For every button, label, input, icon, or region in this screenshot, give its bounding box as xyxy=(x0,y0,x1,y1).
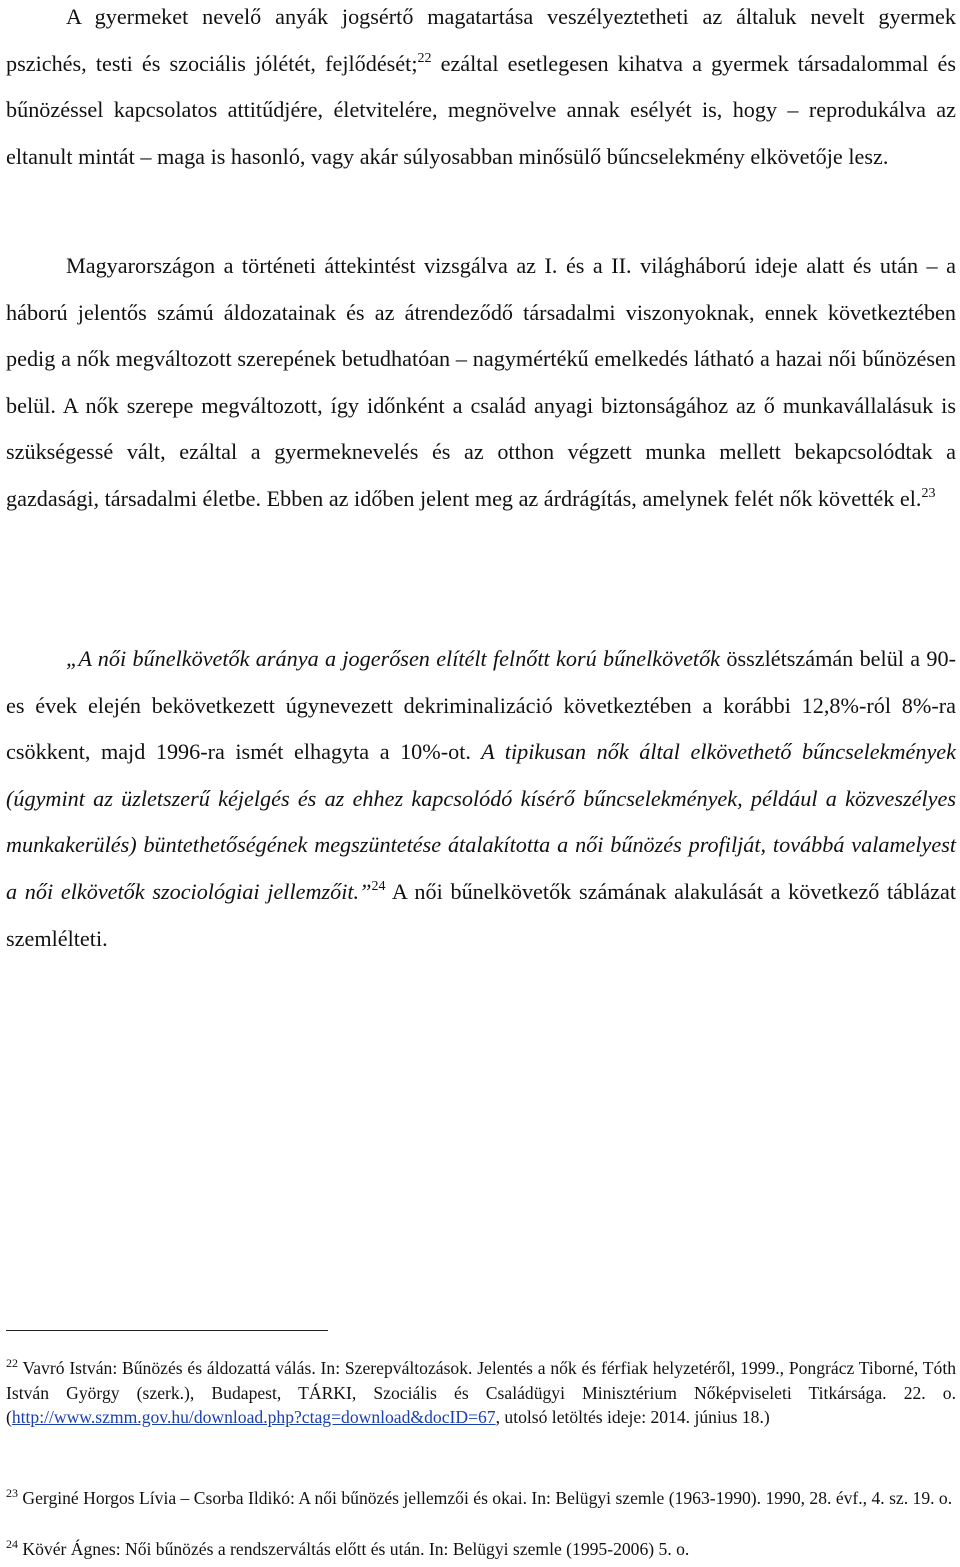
footnote-24-number: 24 xyxy=(6,1537,18,1551)
paragraph-1-text-cont: ezáltal esetlegesen kihatva a gyermek társadalommal és bűnözéssel kapcsolatos attitűdjére, életvitelére, megnövelve annak esélyét is, hogy – reprodukálva az eltanult mintát – maga is hasonló, vagy akár súlyosabban minősülő bűncselekmény elkövetője lesz. xyxy=(6,50,957,169)
footnote-24-text: Kövér Ágnes: Női bűnözés a rendszerváltás előtt és után. In: Belügyi szemle (1995-2006) 5. o. xyxy=(18,1539,690,1559)
paragraph-3-text: összlétszámán belül a 90-es évek elején bekövetkezett úgynevezett dekriminalizáció következtében a korábbi 12,8%-ról 8%-ra csökkent, majd 1996-ra ismét elhagyta a 10%-ot. xyxy=(6,646,956,765)
footnote-23-number: 23 xyxy=(6,1486,18,1500)
paragraph-3 xyxy=(6,636,956,962)
paragraph-3-text-cont: A női bűnelkövetők számának alakulását a következő táblázat szemlélteti. xyxy=(6,878,956,951)
footnote-separator xyxy=(6,1330,328,1331)
footnote-ref-24[interactable]: 24 xyxy=(371,878,386,894)
paragraph-3-quote-start: „A női bűnelkövetők aránya a jogerősen elítélt felnőtt korú bűnelkövetők xyxy=(66,646,721,671)
paragraph-2-text: Magyarországon a történeti áttekintést vizsgálva az I. és a II. világháború ideje alatt és után – a háború jelentős számú áldozatainak és az átrendeződő társadalmi viszonyoknak, ennek következtében pedig a nők megváltozott szerepének betudhatóan – nagymértékű emelkedés látható a hazai női bűnözésen belül. A nők szerepe megváltozott, így időnként a család anyagi biztonságához az ő munkavállalásuk is szükségessé vált, ezáltal a gyermeknevelés és az otthon végzett munka mellett bekapcsolódtak a gazdasági, társadalmi életbe. Ebben az időben jelent meg az árdrágítás, amelynek felét nők követték el. xyxy=(6,253,956,511)
footnote-22-number: 22 xyxy=(6,1356,18,1370)
paragraph-1-text: A gyermeket nevelő anyák jogsértő magatartása veszélyeztetheti az általuk nevelt gyermek pszichés, testi és szociális jólétét, fejlődését; xyxy=(6,4,956,76)
footnote-23 xyxy=(6,1486,956,1511)
paragraph-3-quote-end: A tipikusan nők által elkövethető bűncselekmények (úgymint az üzletszerű kéjelgés és az ehhez kapcsolódó kísérő bűncselekmények, például a közveszélyes munkakerülés) büntethetőségének megszüntetése átalakította a női bűnözés profilját, továbbá valamelyest a női elkövetők szociológiai jellemzőit.” xyxy=(6,739,956,904)
footnote-22-text: Vavró István: Bűnözés és áldozattá válás. In: Szerepváltozások. Jelentés a nők és férfiak helyzetéről, 1999., Pongrácz Tiborné, Tóth István György (szerk.), Budapest, TÁRKI, Szociális és Családügyi Minisztérium Nőképviseleti Titkársága. 22. o. ( xyxy=(6,1358,956,1428)
footnote-24 xyxy=(6,1537,956,1562)
footnote-22-link[interactable]: http://www.szmm.gov.hu/download.php?ctag=download&docID=67 xyxy=(11,1407,496,1428)
footnote-ref-23[interactable]: 23 xyxy=(921,485,936,501)
paragraph-1 xyxy=(6,0,956,180)
footnote-ref-22[interactable]: 22 xyxy=(417,50,432,66)
footnote-22-text-cont: , utolsó letöltés ideje: 2014. június 18.) xyxy=(495,1407,770,1428)
footnote-22 xyxy=(6,1356,956,1430)
paragraph-2 xyxy=(6,243,956,523)
footnote-23-text: Gerginé Horgos Lívia – Csorba Ildikó: A női bűnözés jellemzői és okai. In: Belügyi szemle (1963-1990). 1990, 28. évf., 4. sz. 19. o. xyxy=(18,1488,953,1508)
